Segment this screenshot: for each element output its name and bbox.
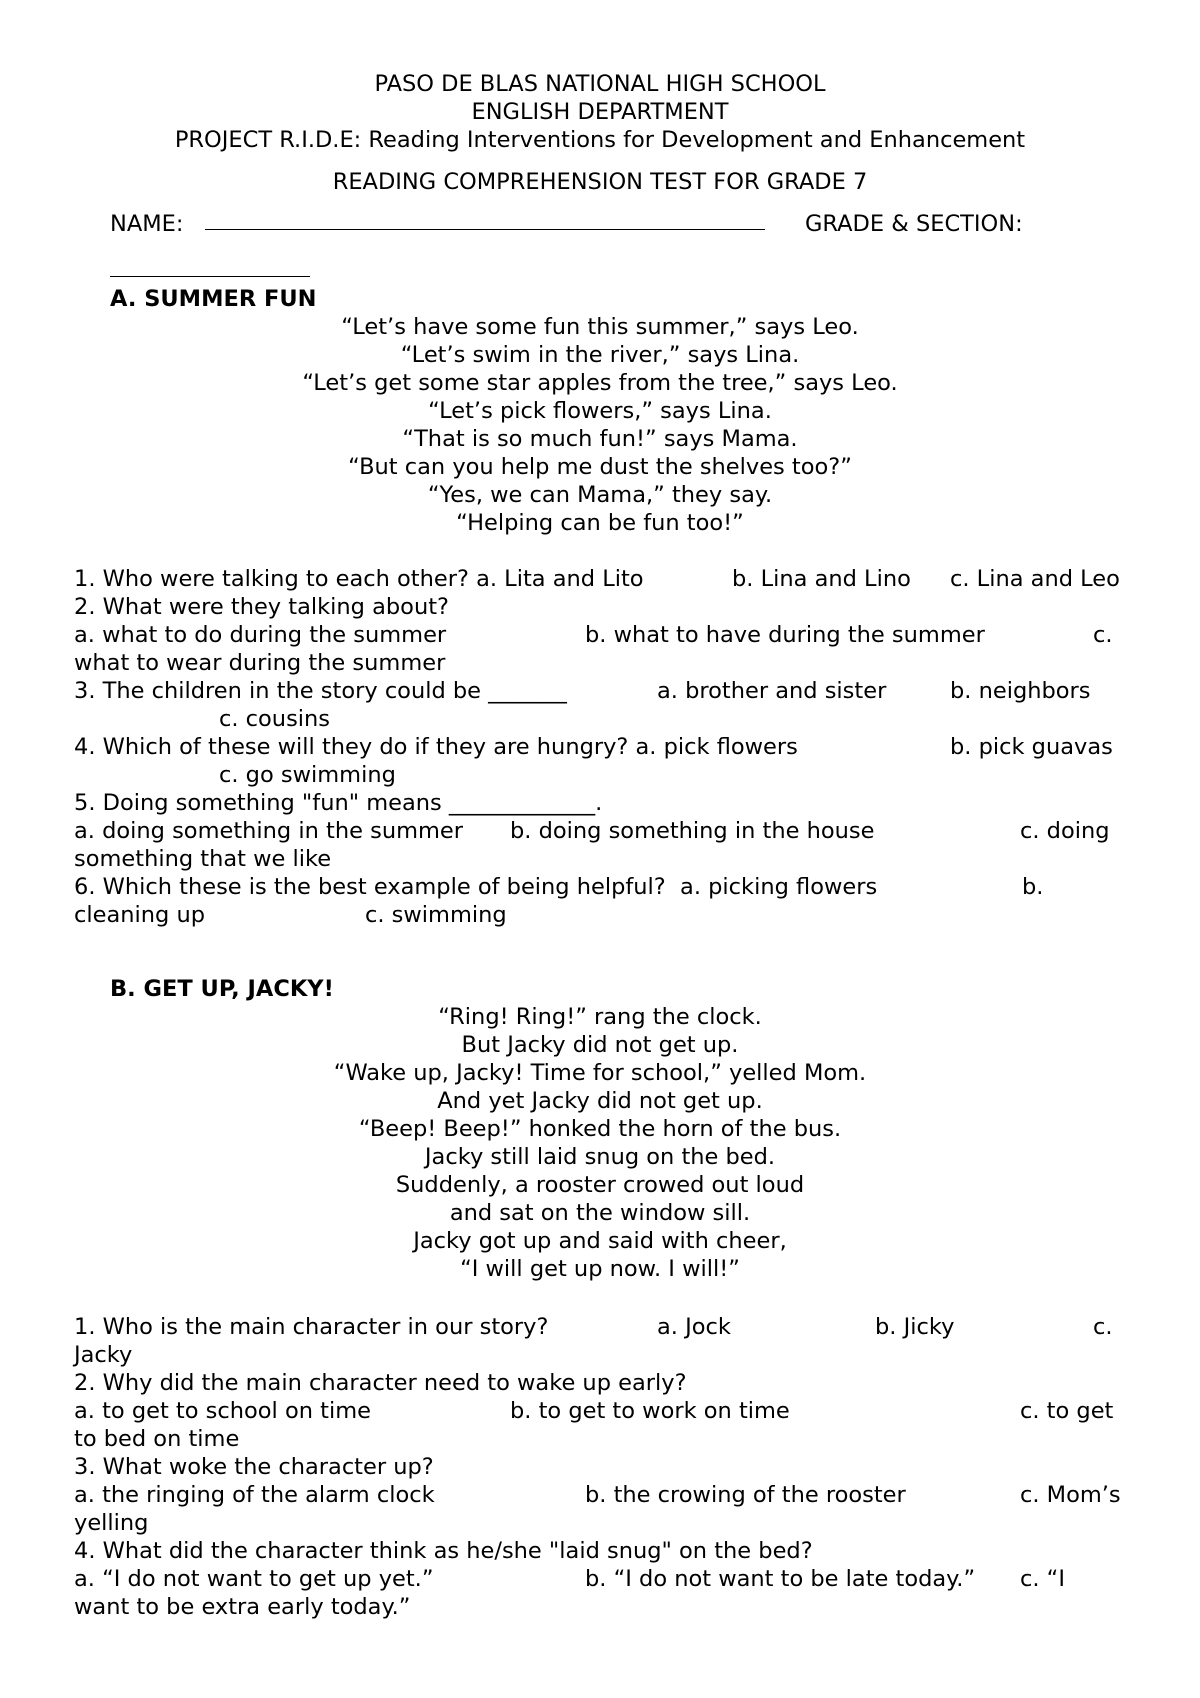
b-q2-option-c-cont: to bed on time bbox=[74, 1426, 240, 1452]
a-q2-option-a: a. what to do during the summer bbox=[74, 622, 447, 648]
story-line: “Let’s have some fun this summer,” says Leo. bbox=[341, 314, 859, 340]
a-q3-option-a: a. brother and sister bbox=[657, 678, 887, 704]
story-line: “Let’s pick flowers,” says Lina. bbox=[428, 398, 772, 424]
b-q2-option-a: a. to get to school on time bbox=[74, 1398, 371, 1424]
a-q2-option-c-cont: what to wear during the summer bbox=[74, 650, 446, 676]
story-line: “That is so much fun!” says Mama. bbox=[402, 426, 798, 452]
a-q4-question: 4. Which of these will they do if they are hungry? a. pick flowers bbox=[74, 734, 798, 760]
story-line: “But can you help me dust the shelves too?” bbox=[348, 454, 852, 480]
project-title: PROJECT R.I.D.E: Reading Interventions for Development and Enhancement bbox=[174, 127, 1026, 153]
a-q3-option-c: c. cousins bbox=[219, 706, 331, 732]
story-line: Jacky still laid snug on the bed. bbox=[424, 1144, 776, 1170]
b-q4-option-c: c. “I bbox=[1020, 1566, 1065, 1592]
b-q1-option-b: b. Jicky bbox=[875, 1314, 955, 1340]
b-q1-option-a: a. Jock bbox=[657, 1314, 731, 1340]
story-line: “Let’s swim in the river,” says Lina. bbox=[400, 342, 800, 368]
story-line: “Beep! Beep!” honked the horn of the bus. bbox=[358, 1116, 842, 1142]
a-q3-option-b: b. neighbors bbox=[950, 678, 1091, 704]
story-line: “Helping can be fun too!” bbox=[456, 510, 744, 536]
story-line: “I will get up now. I will!” bbox=[460, 1256, 740, 1282]
a-q6-question: 6. Which these is the best example of being helpful? a. picking flowers bbox=[74, 874, 878, 900]
a-q5-option-b: b. doing something in the house bbox=[510, 818, 875, 844]
a-q5-option-c-cont: something that we like bbox=[74, 846, 332, 872]
story-line: and sat on the window sill. bbox=[449, 1200, 751, 1226]
b-q3-question: 3. What woke the character up? bbox=[74, 1454, 434, 1480]
b-q4-option-a: a. “I do not want to get up yet.” bbox=[74, 1566, 434, 1592]
b-q3-option-c-cont: yelling bbox=[74, 1510, 149, 1536]
a-q2-option-b: b. what to have during the summer bbox=[585, 622, 985, 648]
a-q4-option-c: c. go swimming bbox=[219, 762, 396, 788]
section-b-title: B. GET UP, JACKY! bbox=[110, 976, 334, 1002]
a-q2-option-c: c. bbox=[1093, 622, 1113, 648]
b-q2-option-c: c. to get bbox=[1020, 1398, 1114, 1424]
story-line: “Wake up, Jacky! Time for school,” yelled Mom. bbox=[333, 1060, 867, 1086]
story-line: And yet Jacky did not get up. bbox=[437, 1088, 763, 1114]
b-q4-question: 4. What did the character think as he/she "laid snug" on the bed? bbox=[74, 1538, 813, 1564]
story-line: “Ring! Ring!” rang the clock. bbox=[438, 1004, 762, 1030]
school-name: PASO DE BLAS NATIONAL HIGH SCHOOL bbox=[374, 71, 826, 97]
a-q2-question: 2. What were they talking about? bbox=[74, 594, 449, 620]
test-title: READING COMPREHENSION TEST FOR GRADE 7 bbox=[332, 169, 868, 195]
b-q4-option-c-cont: want to be extra early today.” bbox=[74, 1594, 411, 1620]
a-q5-option-a: a. doing something in the summer bbox=[74, 818, 464, 844]
story-line: But Jacky did not get up. bbox=[461, 1032, 739, 1058]
b-q2-option-b: b. to get to work on time bbox=[510, 1398, 790, 1424]
a-q3-question: 3. The children in the story could be _______ bbox=[74, 678, 567, 704]
story-line: Jacky got up and said with cheer, bbox=[413, 1228, 787, 1254]
a-q1-option-c: c. Lina and Leo bbox=[950, 566, 1120, 592]
b-q4-option-b: b. “I do not want to be late today.” bbox=[585, 1566, 976, 1592]
b-q1-question: 1. Who is the main character in our story? bbox=[74, 1314, 549, 1340]
a-q1-question: 1. Who were talking to each other? a. Lita and Lito bbox=[74, 566, 644, 592]
a-q5-question: 5. Doing something "fun" means _____________. bbox=[74, 790, 603, 816]
section-a-title: A. SUMMER FUN bbox=[110, 286, 317, 312]
b-q2-question: 2. Why did the main character need to wake up early? bbox=[74, 1370, 687, 1396]
b-q3-option-b: b. the crowing of the rooster bbox=[585, 1482, 906, 1508]
story-line: Suddenly, a rooster crowed out loud bbox=[395, 1172, 805, 1198]
a-q6-option-b: b. bbox=[1022, 874, 1044, 900]
b-q1-option-c: c. bbox=[1093, 1314, 1113, 1340]
story-line: “Yes, we can Mama,” they say. bbox=[427, 482, 773, 508]
department-name: ENGLISH DEPARTMENT bbox=[471, 99, 729, 125]
b-q3-option-a: a. the ringing of the alarm clock bbox=[74, 1482, 435, 1508]
grade-section-field[interactable] bbox=[110, 258, 310, 282]
name-field[interactable] bbox=[205, 211, 765, 235]
a-q6-option-b-cont: cleaning up bbox=[74, 902, 206, 928]
b-q3-option-c: c. Mom’s bbox=[1020, 1482, 1121, 1508]
grade-section-label: GRADE & SECTION: bbox=[805, 211, 1023, 237]
a-q6-option-c: c. swimming bbox=[365, 902, 507, 928]
story-line: “Let’s get some star apples from the tree,” says Leo. bbox=[302, 370, 898, 396]
a-q5-option-c: c. doing bbox=[1020, 818, 1110, 844]
a-q1-option-b: b. Lina and Lino bbox=[732, 566, 911, 592]
name-label: NAME: bbox=[110, 211, 184, 237]
b-q1-option-c-cont: Jacky bbox=[74, 1342, 133, 1368]
a-q4-option-b: b. pick guavas bbox=[950, 734, 1113, 760]
